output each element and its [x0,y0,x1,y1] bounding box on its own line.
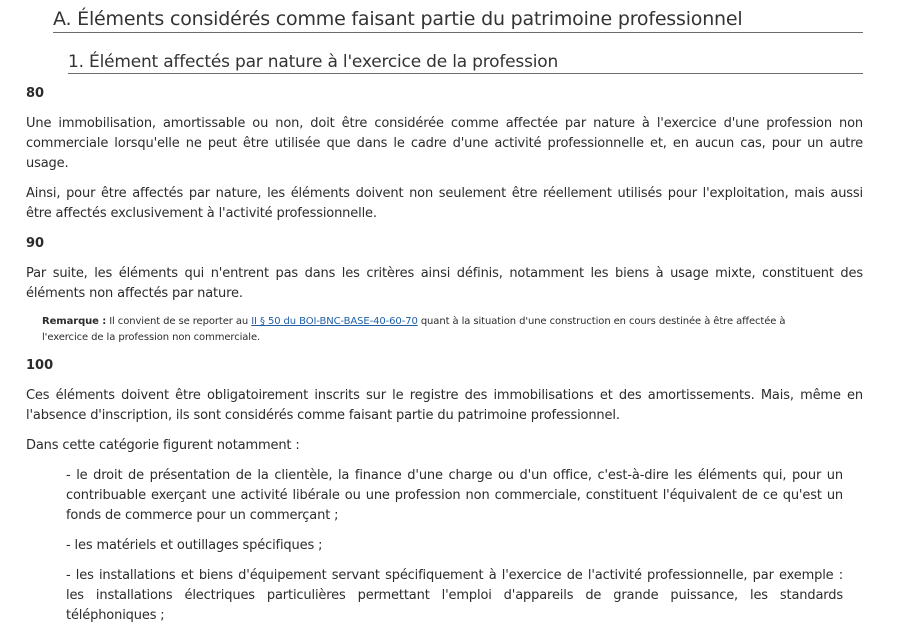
section-heading-a: A. Éléments considérés comme faisant partie du patrimoine professionnel [53,7,863,33]
list-item: - le droit de présentation de la clientèle, la finance d'une charge ou d'un office, c'est-à-dire les éléments qui, pour un contribuable exerçant une activité libérale ou une profession non commerciale, constituent l'équivalent de ce qu'est un fonds de commerce pour un commerçant ; [66,468,843,523]
subsection-heading-1: 1. Élément affectés par nature à l'exercice de la profession [68,51,863,74]
paragraph-number-100: 100 [26,358,54,373]
paragraph-100-1: Ces éléments doivent être obligatoirement inscrits sur le registre des immobilisations et des amortissements. Mais, même en l'absence d'inscription, ils sont considérés comme faisant partie du patrimoine professionnel. [26,388,863,423]
list-item: - les matériels et outillages spécifiques ; [66,538,323,553]
list-item: - les installations et biens d'équipement servant spécifiquement à l'exercice de l'activité professionnelle, par exemple : les installations électriques particulières permettant l'emploi d'appareils de grande puissance, les standards téléphoniques ; [66,568,843,623]
paragraph-number-90: 90 [26,236,45,251]
paragraph-100-2: Dans cette catégorie figurent notamment : [26,438,300,453]
remark-text-after: quant à la situation d'une construction en cours destinée à être affectée à l'exercice de la profession non commerciale. [42,316,786,343]
paragraph-80-1: Une immobilisation, amortissable ou non, doit être considérée comme affectée par nature à l'exercice d'une profession non commerciale lorsqu'elle ne peut être utilisée que dans le cadre d'une activité professionnelle et, en aucun cas, pour un autre usage. [26,116,863,171]
paragraph-number-80: 80 [26,86,45,101]
paragraph-80-2: Ainsi, pour être affectés par nature, les éléments doivent non seulement être réellement utilisés pour l'exploitation, mais aussi être affectés exclusivement à l'activité professionnelle. [26,186,863,221]
paragraph-90-1: Par suite, les éléments qui n'entrent pas dans les critères ainsi définis, notamment les biens à usage mixte, constituent des éléments non affectés par nature. [26,266,863,301]
remark-text-before: Il convient de se reporter au [106,316,252,327]
remark-note [42,314,832,346]
boi-reference-link[interactable]: II § 50 du BOI-BNC-BASE-40-60-70 [251,316,418,327]
remark-label: Remarque : [42,316,107,327]
